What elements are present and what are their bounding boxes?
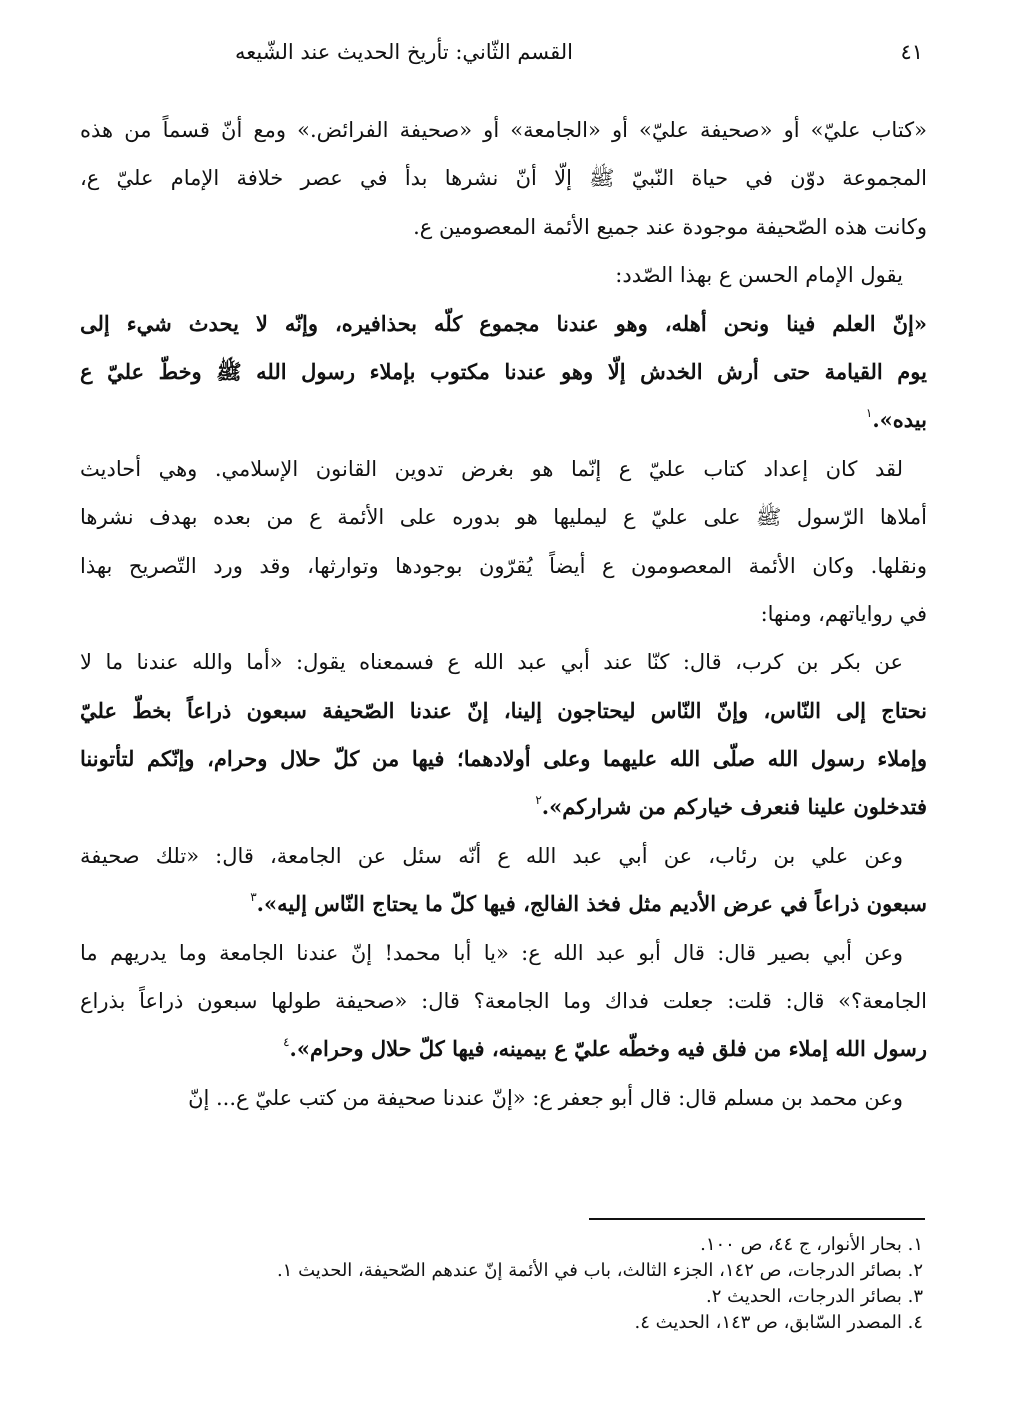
footnote: ٤. المصدر السّابق، ص ١٤٣، الحديث ٤. <box>634 1312 923 1333</box>
quote-text: بيده». <box>872 407 927 433</box>
footnote-marker: ١ <box>865 406 873 421</box>
quote-line-end <box>80 783 927 831</box>
footnote: ١. بحار الأنوار، ج ٤٤، ص ١٠٠. <box>700 1234 923 1255</box>
footnote-marker: ٢ <box>535 793 542 808</box>
footnote-divider <box>589 1218 925 1220</box>
footnote-marker: ٤ <box>283 1035 290 1050</box>
text-line: وعن أبي بصير قال: قال أبو عبد الله ع: «يا أبا محمد! إنّ عندنا الجامعة وما يدريهم ما <box>80 940 903 965</box>
footnote-marker: ٣ <box>250 890 257 905</box>
footnotes <box>80 1232 923 1336</box>
text-line: وكانت هذه الصّحيفة موجودة عند جميع الأئمة المعصومين ع. <box>413 214 927 239</box>
quote-line-end <box>80 1025 927 1073</box>
quote-line-end <box>80 880 927 928</box>
running-header <box>90 40 923 76</box>
quote-line: نحتاج إلى النّاس، وإنّ النّاس ليحتاجون إلينا، إنّ عندنا الصّحيفة سبعون ذراعاً بخطّ عليّ <box>80 697 927 723</box>
quote-text: فتدخلون علينا فنعرف خياركم من شراركم». <box>541 794 927 820</box>
text-line: ونقلها. وكان الأئمة المعصومون ع أيضاً يُقرّون بوجودها وتوارثها، وقد ورد التّصريح بهذا <box>80 553 927 578</box>
text-line: لقد كان إعداد كتاب عليّ ع إنّما هو بغرض تدوين القانون الإسلامي. وهي أحاديث <box>80 456 903 481</box>
page-number: ٤١ <box>900 40 923 64</box>
main-text <box>80 106 927 1122</box>
text-line: يقول الإمام الحسن ع بهذا الصّدد: <box>615 263 903 288</box>
text-line: عن بكر بن كرب، قال: كنّا عند أبي عبد الله ع فسمعناه يقول: «أما والله عندنا ما لا <box>80 650 903 675</box>
footnote: ٢. بصائر الدرجات، ص ١٤٢، الجزء الثالث، باب في الأئمة إنّ عندهم الصّحيفة، الحديث ١. <box>276 1260 923 1281</box>
quote-text: سبعون ذراعاً في عرض الأديم مثل فخذ الفالج، فيها كلّ ما يحتاج النّاس إليه». <box>256 891 927 917</box>
quote-line: وإملاء رسول الله صلّى الله عليهما وعلى أولادهما؛ فيها من كلّ حلال وحرام، وإنّكم لتأتوننا <box>80 746 927 772</box>
footnote: ٣. بصائر الدرجات، الحديث ٢. <box>706 1286 923 1307</box>
quote-text: رسول الله إملاء من فلق فيه وخطّه عليّ ع بيمينه، فيها كلّ حلال وحرام». <box>289 1036 927 1062</box>
text-line: المجموعة دوّن في حياة النّبيّ ﷺ إلّا أنّ نشرها بدأ في عصر خلافة الإمام عليّ ع، <box>80 166 927 191</box>
header-title: القسم الثّاني: تأريخ الحديث عند الشّيعه <box>235 40 573 64</box>
quote-line: «إنّ العلم فينا ونحن أهله، وهو عندنا مجموع كلّه بحذافيره، وإنّه لا يحدث شيء إلى <box>80 310 927 336</box>
quote-line: يوم القيامة حتى أرش الخدش إلّا وهو عندنا مكتوب بإملاء رسول الله ﷺ وخطّ عليّ ع <box>80 358 927 384</box>
text-line: «كتاب عليّ» أو «صحيفة عليّ» أو «الجامعة» أو «صحيفة الفرائض.» ومع أنّ قسماً من هذه <box>80 118 927 142</box>
text-line: في رواياتهم، ومنها: <box>760 601 927 626</box>
text-line: أملاها الرّسول ﷺ على عليّ ع ليمليها هو بدوره على الأئمة ع من بعده بهدف نشرها <box>80 505 927 530</box>
text-line: وعن محمد بن مسلم قال: قال أبو جعفر ع: «إنّ عندنا صحيفة من كتب عليّ ع... إنّ <box>188 1085 903 1110</box>
text-line: الجامعة؟» قال: قلت: جعلت فداك وما الجامعة؟ قال: «صحيفة طولها سبعون ذراعاً بذراع <box>80 989 927 1014</box>
quote-line-end <box>80 396 927 444</box>
text-line: وعن علي بن رئاب، عن أبي عبد الله ع أنّه سئل عن الجامعة، قال: «تلك صحيفة <box>80 843 903 868</box>
